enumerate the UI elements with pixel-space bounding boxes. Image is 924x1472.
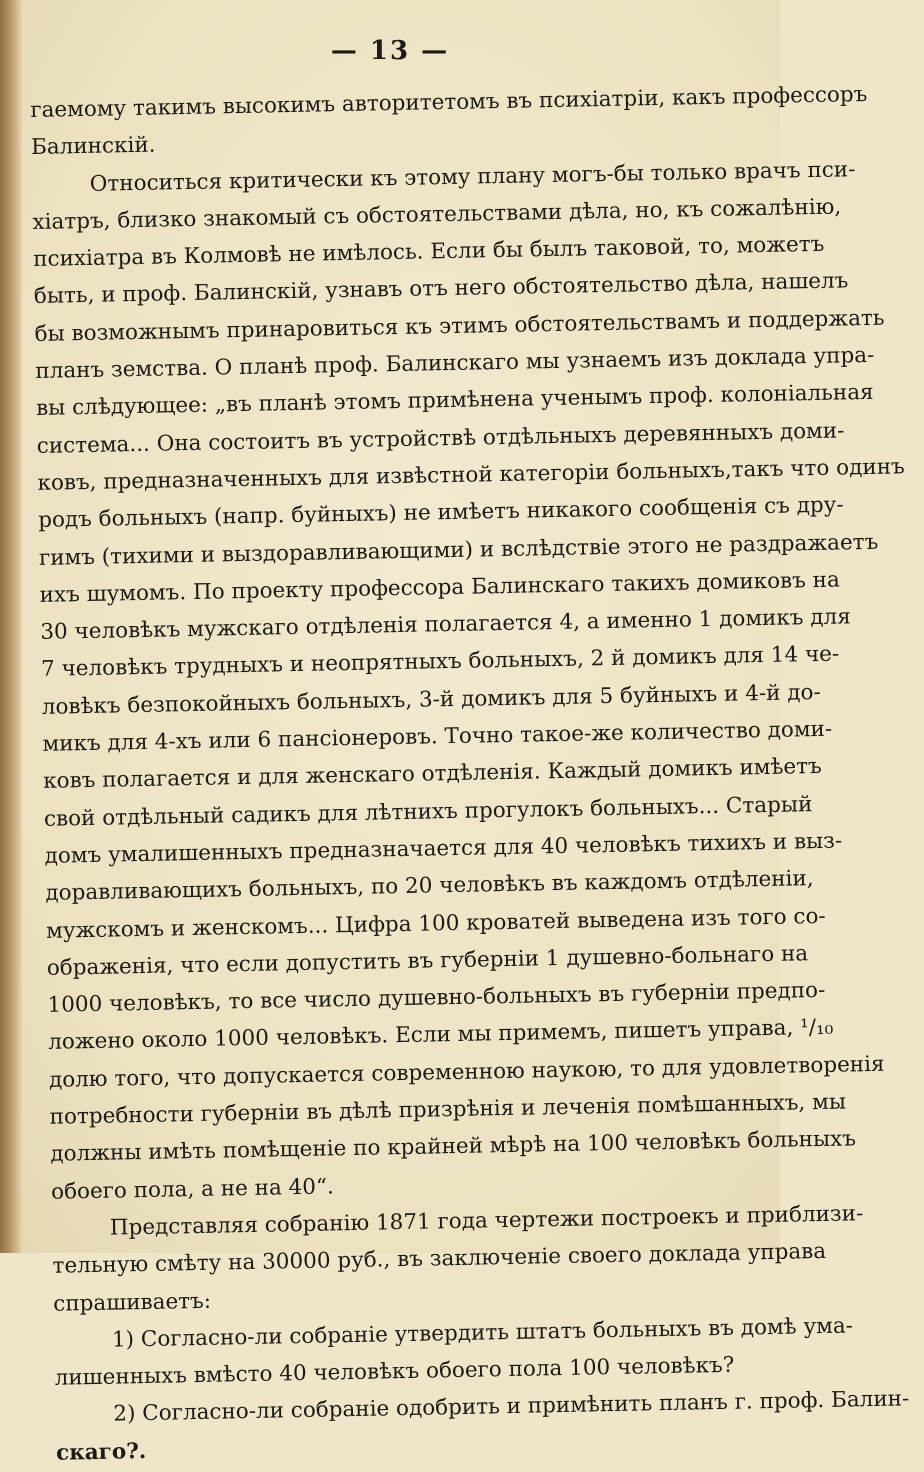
text-line: мужскомъ и женскомъ... Цифра 100 кроватей выведена изъ того со- bbox=[45, 903, 826, 944]
text-line: 1000 человѣкъ, то все число душевно-больныхъ въ губерніи предпо- bbox=[47, 978, 826, 1018]
text-line: ображенія, что если допустить въ губерніи 1 душевно-больнаго на bbox=[46, 941, 809, 981]
text-line: доравливающихъ больныхъ, по 20 человѣкъ въ каждомъ отдѣленіи, bbox=[45, 866, 814, 907]
text-line: обоего пола, а не на 40“. bbox=[50, 1173, 335, 1205]
text-line: родъ больныхъ (напр. буйныхъ) не имѣетъ никакого сообщенія съ дру- bbox=[37, 492, 844, 534]
text-line: гимъ (тихими и выздоравливающими) и вслѣдствіе этого не раздражаетъ bbox=[38, 529, 879, 571]
text-line: быть, и проф. Балинскій, узнавъ отъ него обстоятельство дѣла, нашелъ bbox=[33, 268, 849, 310]
text-line: бы возможнымъ принаровиться къ этимъ обстоятельствамъ и поддержать bbox=[34, 305, 885, 347]
text-line: 2) Согласно-ли собраніе одобрить и примѣнить планъ г. проф. Балин- bbox=[113, 1386, 910, 1428]
book-binding-edge bbox=[0, 0, 22, 1253]
text-line: ковъ полагается и для женскаго отдѣленія. Каждый домикъ имѣетъ bbox=[43, 754, 822, 795]
text-line: хіатръ, близко знакомый съ обстоятельствами дѣла, но, къ сожалѣнію, bbox=[32, 194, 842, 235]
text-line: долю того, что допускается современною наукою, то для удовлетворенія bbox=[48, 1051, 885, 1093]
text-line: гаемому такимъ высокимъ авторитетомъ въ психіатріи, какъ профессоръ bbox=[30, 81, 868, 123]
text-line: должны имѣть помѣщеніе по крайней мѣрѣ на 100 человѣкъ больныхъ bbox=[50, 1126, 857, 1168]
text-line: домъ умалишенныхъ предназначается для 40 человѣкъ тихихъ и выз- bbox=[44, 828, 843, 869]
text-line: 1) Согласно-ли собраніе утвердить штатъ больныхъ въ домѣ ума- bbox=[111, 1313, 854, 1353]
text-line: ловѣкъ безпокойныхъ больныхъ, 3-й домикъ для 5 буйныхъ и 4-й до- bbox=[41, 679, 821, 720]
page-number: — 13 — bbox=[330, 36, 450, 66]
text-line: ковъ, предназначенныхъ для извѣстной категоріи больныхъ,такъ что одинъ bbox=[37, 454, 905, 496]
text-line: свой отдѣльный садикъ для лѣтнихъ прогулокъ больныхъ... Старый bbox=[43, 791, 813, 832]
text-line: потребности губерніи въ дѣлѣ призрѣнія и леченія помѣшанныхъ, мы bbox=[49, 1089, 847, 1130]
text-line: ихъ шумомъ. По проекту профессора Балинскаго такихъ домиковъ на bbox=[39, 567, 841, 608]
text-line: вы слѣдующее: „въ планѣ этомъ примѣнена ученымъ проф. колоніальная bbox=[35, 380, 874, 422]
text-line: лишенныхъ вмѣсто 40 человѣкъ обоего пола 100 человѣкъ? bbox=[54, 1352, 735, 1391]
text-line: 30 человѣкъ мужскаго отдѣленія полагается 4, а именно 1 домикъ для bbox=[40, 604, 852, 646]
text-line: микъ для 4-хъ или 6 пансіонеровъ. Точно такое-же количество доми- bbox=[42, 716, 833, 757]
text-line: ложено около 1000 человѣкъ. Если мы примемъ, пишетъ управа, ¹/₁₀ bbox=[48, 1015, 834, 1056]
text-line: психіатра въ Колмовѣ не имѣлось. Если бы былъ таковой, то, можетъ bbox=[32, 231, 825, 273]
text-line: Представляя собранію 1871 года чертежи построекъ и приблизи- bbox=[109, 1201, 864, 1241]
text-line: система... Она состоитъ въ устройствѣ отдѣльныхъ деревянныхъ доми- bbox=[36, 418, 845, 459]
text-line: тельную смѣту на 30000 руб., въ заключеніе своего доклада управа bbox=[52, 1239, 827, 1279]
text-line: скаго?. bbox=[55, 1438, 147, 1466]
text-line: 7 человѣкъ трудныхъ и неопрятныхъ больныхъ, 2 й домикъ для 14 че- bbox=[40, 642, 840, 683]
text-line: Относиться критически къ этому плану могъ-бы только врачъ пси- bbox=[89, 156, 856, 197]
text-line: спрашиваетъ: bbox=[53, 1288, 212, 1317]
body-text bbox=[30, 78, 910, 1471]
text-line: планъ земства. О планѣ проф. Балинскаго мы узнаемъ изъ доклада упра- bbox=[35, 342, 875, 385]
text-line: Балинскій. bbox=[30, 132, 156, 161]
